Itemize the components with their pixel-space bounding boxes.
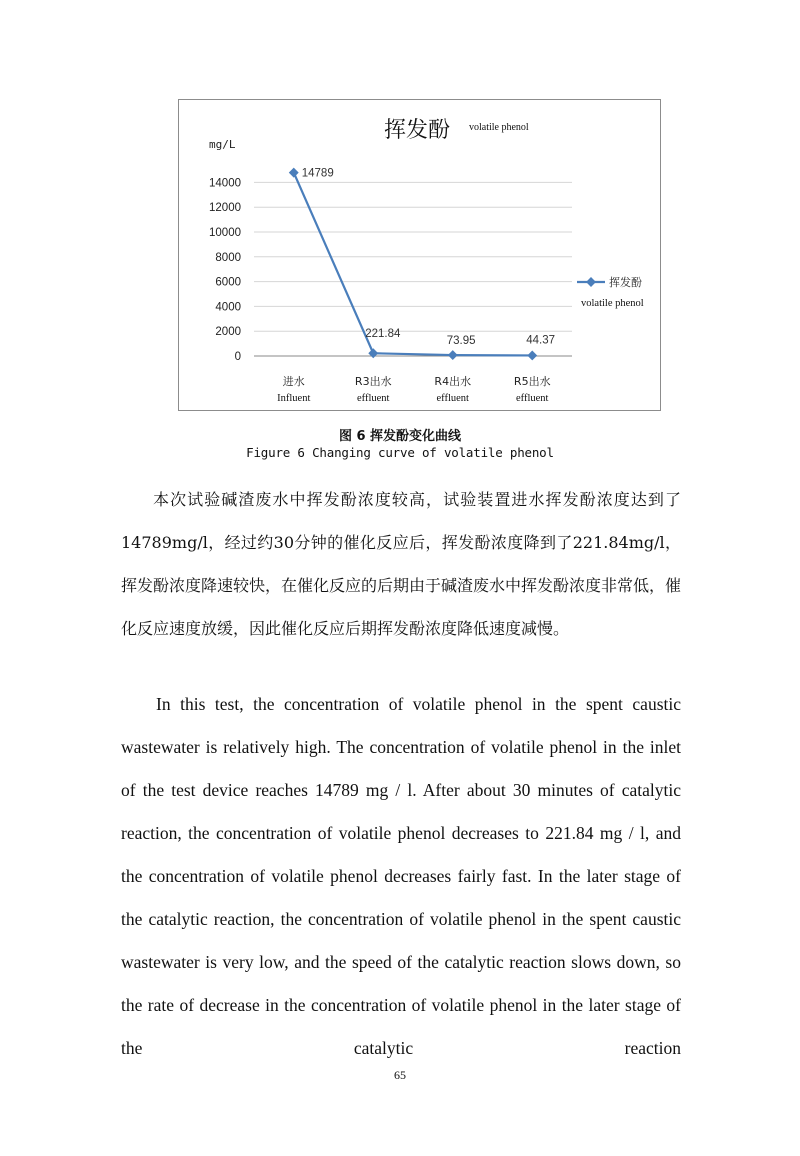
line-chart (179, 100, 662, 412)
data-point (289, 168, 299, 178)
series-line (294, 173, 533, 356)
legend-label-en: volatile phenol (581, 298, 644, 309)
y-tick-label: 8000 (215, 251, 241, 264)
figure-caption-en: Figure 6 Changing curve of volatile phenol (246, 445, 554, 460)
x-category-label-en: effluent (516, 393, 549, 404)
data-label: 73.95 (446, 335, 476, 348)
x-category-label: R3出水 (354, 375, 392, 388)
data-label: 221.84 (365, 328, 401, 341)
y-tick-label: 12000 (209, 202, 241, 215)
y-tick-label: 2000 (215, 326, 241, 339)
x-category-label-en: Influent (277, 393, 311, 404)
x-category-label-en: effluent (357, 393, 390, 404)
y-tick-label: 4000 (215, 301, 241, 314)
data-point (448, 350, 458, 360)
y-tick-label: 6000 (215, 276, 241, 289)
paragraph-english: In this test, the concentration of volatile phenol in the spent caustic wastewater is relatively high. The concentration of volatile phenol in the inlet of the test device reaches 14789 mg / l. After about 30 minutes of catalytic reaction, the concentration of volatile phenol decreases to 221.84 mg / l, and the concentration of volatile phenol decreases fairly fast. In the later stage of the catalytic reaction, the concentration of volatile phenol in the spent caustic wastewater is very low, and the speed of the catalytic reaction slows down, so the rate of decrease in the concentration of volatile phenol in the later stage of the catalytic reaction (121, 694, 681, 1058)
chart-title-en: volatile phenol (469, 122, 529, 133)
page-number: 65 (394, 1068, 406, 1082)
x-category-label: R4出水 (434, 375, 472, 388)
x-category-label: R5出水 (513, 375, 551, 388)
data-point (368, 348, 378, 358)
figure-frame (178, 99, 661, 411)
figure-caption-cn: 图 6 挥发酚变化曲线 (338, 429, 462, 444)
y-tick-label: 14000 (209, 177, 241, 190)
legend-marker (586, 277, 596, 287)
data-point (527, 351, 537, 361)
y-tick-label: 10000 (209, 227, 241, 239)
chart-title: 挥发酚 (384, 118, 451, 143)
data-label: 14789 (301, 167, 334, 180)
legend-label: 挥发酚 (609, 276, 642, 289)
data-label: 44.37 (526, 334, 556, 347)
x-category-label-en: effluent (436, 393, 469, 404)
paragraph-chinese: 本次试验碱渣废水中挥发酚浓度较高，试验装置进水挥发酚浓度达到了14789mg/l，经过约30分钟的催化反应后，挥发酚浓度降到了221.84mg/l，挥发酚浓度降速较快，在催化反应的后期由于碱渣废水中挥发酚浓度非常低，催化反应速度放缓，因此催化反应后期挥发酚浓度降低速度减慢。 (121, 490, 682, 638)
y-axis-unit: mg/L (209, 138, 236, 151)
y-tick-label: 0 (234, 351, 241, 363)
x-category-label: 进水 (282, 375, 305, 388)
